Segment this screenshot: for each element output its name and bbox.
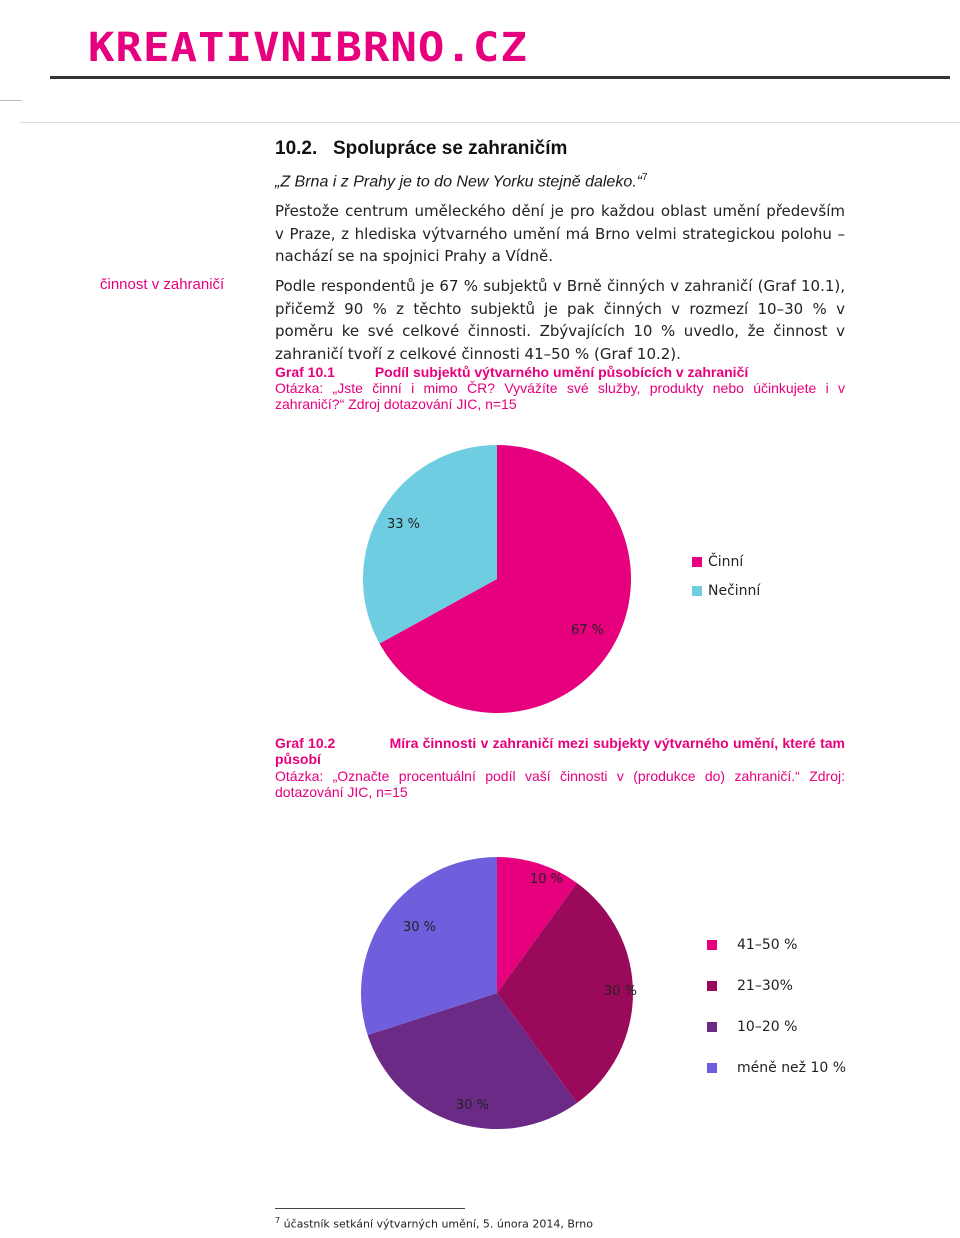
pie2-legend-item-2 (707, 1019, 797, 1035)
pie2-legend-label-2: 10–20 % (737, 1019, 798, 1035)
pie2-legend-swatch-2 (707, 1022, 717, 1032)
pie2-data-label-0: 10 % (530, 872, 564, 887)
figure1-title: Podíl subjektů výtvarného umění působících v zahraničí (374, 364, 749, 380)
pie2-legend-item-0 (707, 937, 797, 953)
pie2-legend-label-3: méně než 10 % (737, 1060, 847, 1076)
pie2-data-label-3: 30 % (403, 920, 437, 935)
footnote (275, 1216, 593, 1231)
paragraph-2: Podle respondentů je 67 % subjektů v Brně činných v zahraničí (Graf 10.1), přičemž 90 % z těchto subjektů je pak činných v rozmezí 10–30 % v poměru ke své celkové činnosti. Zbývajících 10 % uvedlo, že činnost v zahraničí tvoří z celkové činnosti 41–50 % (Graf 10.2). (275, 277, 845, 363)
pie1-data-label-0: 67 % (571, 623, 605, 638)
footnote-divider (275, 1208, 465, 1209)
section-number: 10.2. (275, 138, 318, 159)
section-title: Spolupráce se zahraničím (333, 138, 568, 159)
pie2-legend-item-3 (707, 1060, 846, 1076)
quote-text: „Z Brna i z Prahy je to do New Yorku stejně daleko.“ (275, 173, 642, 191)
figure1-label: Graf 10.1 (275, 364, 335, 380)
pie2-legend-swatch-0 (707, 940, 717, 950)
pie2-data-label-2: 30 % (456, 1098, 490, 1113)
pie2-legend-item-1 (707, 978, 793, 994)
quote-footnote-ref: 7 (642, 172, 648, 183)
figure2-title: Míra činnosti v zahraničí mezi subjekty výtvarného umění, které tam působí (275, 735, 845, 767)
margin-note: činnost v zahraničí (100, 276, 225, 293)
pie2-legend-swatch-3 (707, 1063, 717, 1073)
pie2-data-label-1: 30 % (604, 984, 638, 999)
footnote-ref: 7 (275, 1216, 281, 1225)
pie2-legend-swatch-1 (707, 981, 717, 991)
figure2-label: Graf 10.2 (275, 735, 336, 751)
site-logo: KREATIVNIBRNO.CZ (88, 24, 528, 71)
pie1-legend-label-1: Nečinní (708, 583, 761, 599)
pie2-legend-label-1: 21–30% (737, 978, 793, 994)
pie2-legend-label-0: 41–50 % (737, 937, 798, 953)
figure1-question: Otázka: „Jste činní i mimo ČR? Vyvážíte své služby, produkty nebo účinkujete i v zahraničí?“ Zdroj dotazování JIC, n=15 (275, 380, 845, 412)
pie1-data-label-1: 33 % (387, 517, 421, 532)
figure2-question: Otázka: „Označte procentuální podíl vaší činnosti v (produkce do) zahraničí.“ Zdroj: dotazování JIC, n=15 (275, 768, 845, 800)
pie1-legend-label-0: Činní (708, 554, 744, 570)
footnote-text: účastník setkání výtvarných umění, 5. února 2014, Brno (283, 1217, 593, 1231)
paragraph-1: Přestože centrum uměleckého dění je pro každou oblast umění především v Praze, z hlediska výtvarného umění má Brno velmi strategickou polohu – nachází se na spojnici Prahy a Vídně. (275, 202, 845, 265)
